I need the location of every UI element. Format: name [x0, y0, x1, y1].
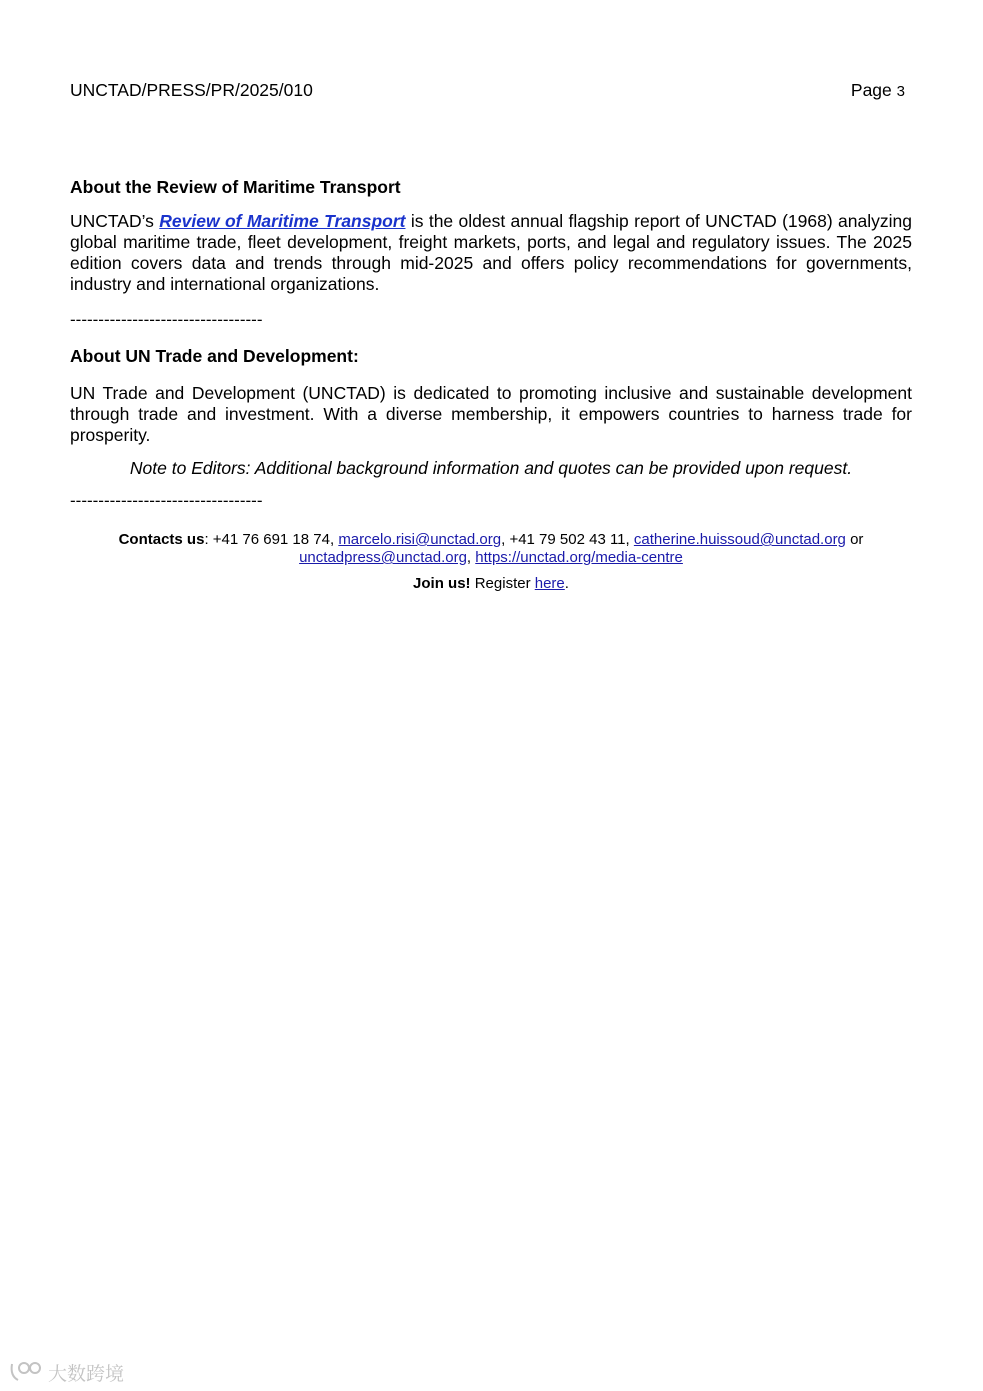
page-label: Page: [850, 80, 892, 100]
contacts-phone-1: : +41 76 691 18 74,: [204, 531, 339, 548]
watermark-text: 大数跨境: [48, 1363, 125, 1385]
editors-note: Note to Editors: Additional background information and quotes can be provided upon request.: [129, 458, 853, 478]
separator-2: ----------------------------------: [70, 491, 263, 510]
contacts-comma: ,: [466, 549, 476, 566]
un-paragraph: UN Trade and Development (UNCTAD) is dedicated to promoting inclusive and sustainable development through trade and investment. With a diverse membership, it empowers countries to harness trade for prosperity.: [70, 383, 912, 445]
page-number: [851, 80, 905, 101]
watermark-logo-icon: [8, 1358, 130, 1386]
page-number-value: 3: [896, 83, 905, 100]
contacts-or: or: [845, 531, 864, 548]
join-label: Join us!: [413, 575, 471, 592]
un-heading: About UN Trade and Development:: [70, 346, 359, 366]
media-centre-link[interactable]: https://unctad.org/media-centre: [475, 549, 683, 566]
email-link-catherine[interactable]: catherine.huissoud@unctad.org: [633, 531, 846, 548]
review-text-rest: is the oldest annual flagship report of UNCTAD (1968) analyzing global maritime trade, fleet development, freight markets, ports, and legal and regulatory issues. The 2025 edition covers data and trends through mid-2025 and offers policy recommendations for governments, industry and international organizations.: [70, 211, 912, 294]
contacts-block: [70, 531, 912, 567]
review-heading: About the Review of Maritime Transport: [70, 177, 401, 197]
document-body: [70, 177, 912, 593]
review-paragraph: [70, 211, 912, 295]
register-here-link[interactable]: here: [534, 575, 565, 592]
separator-1: ----------------------------------: [70, 310, 263, 329]
review-text-prefix: UNCTAD’s: [70, 211, 160, 231]
join-line: [70, 575, 912, 593]
join-text: Register: [470, 575, 535, 592]
email-link-press[interactable]: unctadpress@unctad.org: [299, 549, 467, 566]
join-end: .: [564, 575, 569, 592]
watermark: [8, 1358, 130, 1386]
contacts-label: Contacts us: [118, 531, 205, 548]
email-link-marcelo[interactable]: marcelo.risi@unctad.org: [338, 531, 502, 548]
contacts-phone-2: , +41 79 502 43 11,: [501, 531, 634, 548]
review-report-link[interactable]: Review of Maritime Transport: [159, 211, 406, 231]
document-id: UNCTAD/PRESS/PR/2025/010: [70, 80, 313, 100]
page-header: [70, 80, 905, 102]
